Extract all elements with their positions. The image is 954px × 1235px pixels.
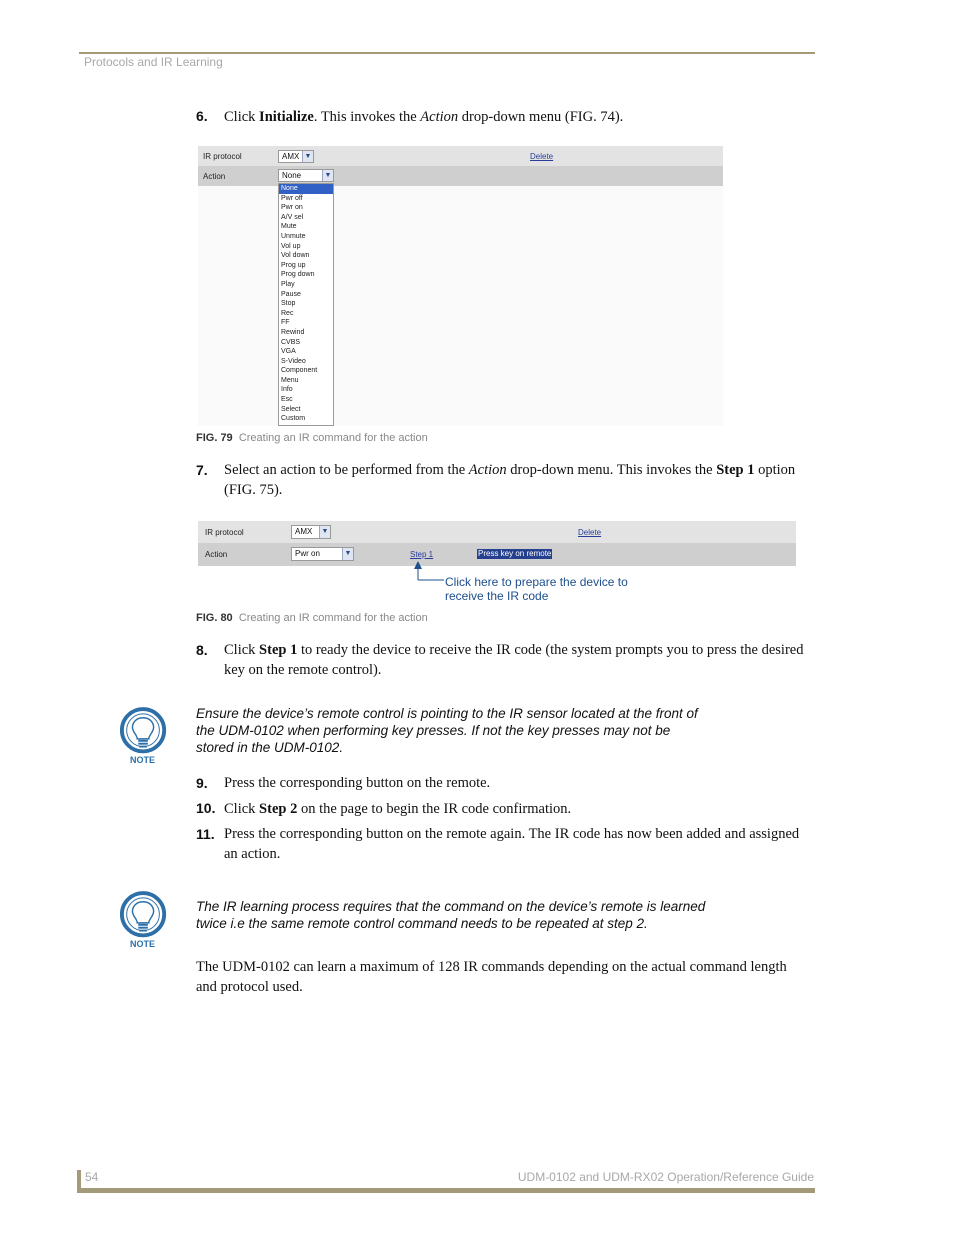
fig79-protocol-label: IR protocol <box>203 152 242 161</box>
fig80-callout: Click here to prepare the device to receive the IR code <box>445 575 628 603</box>
dropdown-option[interactable]: A/V sel <box>281 213 304 221</box>
fig80-protocol-label: IR protocol <box>205 528 244 537</box>
note-icon-label: NOTE <box>130 755 156 765</box>
step-number: 9. <box>196 775 208 791</box>
fig79-action-row <box>198 166 723 186</box>
fig80-step1-link[interactable]: Step 1 <box>410 550 434 559</box>
step-number: 10. <box>196 800 216 816</box>
dropdown-option[interactable]: CVBS <box>281 338 301 346</box>
dropdown-option[interactable]: Pwr off <box>281 194 303 202</box>
fig79-action-label: Action <box>203 172 226 181</box>
note-1-text: Ensure the device’s remote control is pointing to the IR sensor located at the front of the UDM-0102 when performing key presses. If not the key presses may not be stored in the UDM-0102. <box>196 706 698 755</box>
dropdown-option[interactable]: Pwr on <box>281 204 303 212</box>
dropdown-option[interactable]: Mute <box>281 223 297 231</box>
dropdown-option[interactable]: Pause <box>281 290 301 298</box>
dropdown-option[interactable]: Prog up <box>281 261 306 269</box>
dropdown-option[interactable]: Select <box>281 405 301 413</box>
step-number: 8. <box>196 642 208 658</box>
dropdown-option[interactable]: Rewind <box>281 328 305 336</box>
fig79-protocol-row <box>198 146 723 166</box>
dropdown-option[interactable]: Custom <box>281 415 306 423</box>
dropdown-option[interactable]: Vol down <box>281 252 310 260</box>
callout-arrow-icon <box>414 561 446 585</box>
step-9-text: Press the corresponding button on the remote. <box>224 775 491 791</box>
fig79-action-select[interactable]: None ▼ <box>278 169 334 182</box>
dropdown-option[interactable]: Menu <box>281 376 299 384</box>
closing-paragraph: The UDM-0102 can learn a maximum of 128 IR commands depending on the actual command length and protocol used. <box>196 959 787 995</box>
note-2-text: The IR learning process requires that the command on the device’s remote is learned twice i.e the same remote control command needs to be repeated at step 2. <box>196 899 706 931</box>
chevron-down-icon: ▼ <box>342 548 353 560</box>
step-number: 6. <box>196 108 208 124</box>
dropdown-option[interactable]: Esc <box>281 396 293 404</box>
dropdown-option[interactable]: None <box>279 184 333 194</box>
dropdown-option[interactable]: Unmute <box>281 232 306 240</box>
dropdown-option[interactable]: Info <box>281 386 293 394</box>
chevron-down-icon: ▼ <box>322 170 333 181</box>
fig80-protocol-row <box>198 521 796 543</box>
step-7-text: Select an action to be performed from the Action drop-down menu. This invokes the Step 1 option (FIG. 75). <box>224 462 796 498</box>
fig79-faded-area <box>198 186 723 426</box>
footer-rule <box>77 1188 815 1193</box>
fig80-protocol-select[interactable]: AMX ▼ <box>291 525 331 539</box>
fig80-delete-link[interactable]: Delete <box>578 528 602 537</box>
chevron-down-icon: ▼ <box>302 151 313 162</box>
dropdown-option[interactable]: Vol up <box>281 242 301 250</box>
dropdown-option[interactable]: Stop <box>281 300 296 308</box>
fig79-delete-link[interactable]: Delete <box>530 152 554 161</box>
dropdown-option[interactable]: VGA <box>281 348 296 356</box>
running-header: Protocols and IR Learning <box>84 55 223 69</box>
fig80-press-key-prompt: Press key on remote <box>478 549 552 558</box>
dropdown-option[interactable]: Play <box>281 280 295 288</box>
dropdown-option[interactable]: Prog down <box>281 271 315 279</box>
chevron-down-icon: ▼ <box>319 526 330 538</box>
header-rule <box>79 52 815 54</box>
step-11-text: Press the corresponding button on the remote again. The IR code has now been added and assigned an action. <box>224 826 800 862</box>
step-10-text: Click Step 2 on the page to begin the IR code confirmation. <box>224 801 572 817</box>
step-6-text: Click Initialize. This invokes the Action drop-down menu (FIG. 74). <box>224 109 624 125</box>
note-icon-label: NOTE <box>130 939 156 949</box>
fig79-protocol-select[interactable]: AMX ▼ <box>278 150 314 163</box>
fig80-action-label: Action <box>205 550 228 559</box>
fig79-action-dropdown-list[interactable] <box>278 183 334 426</box>
step-number: 11. <box>196 826 215 842</box>
dropdown-option[interactable]: Rec <box>281 309 294 317</box>
fig80-caption: FIG. 80 Creating an IR command for the action <box>196 612 428 624</box>
dropdown-option[interactable]: Component <box>281 367 318 375</box>
fig79-caption: FIG. 79 Creating an IR command for the action <box>196 432 428 444</box>
fig80-action-select[interactable]: Pwr on ▼ <box>291 547 354 561</box>
step-number: 7. <box>196 462 208 478</box>
footer-title: UDM-0102 and UDM-RX02 Operation/Reference Guide <box>517 1170 814 1184</box>
dropdown-option[interactable]: FF <box>281 319 290 327</box>
dropdown-option[interactable]: S-Video <box>281 357 306 365</box>
page-number: 54 <box>85 1170 99 1184</box>
step-8-text: Click Step 1 to ready the device to receive the IR code (the system prompts you to press the desired key on the remote control). <box>224 642 804 678</box>
